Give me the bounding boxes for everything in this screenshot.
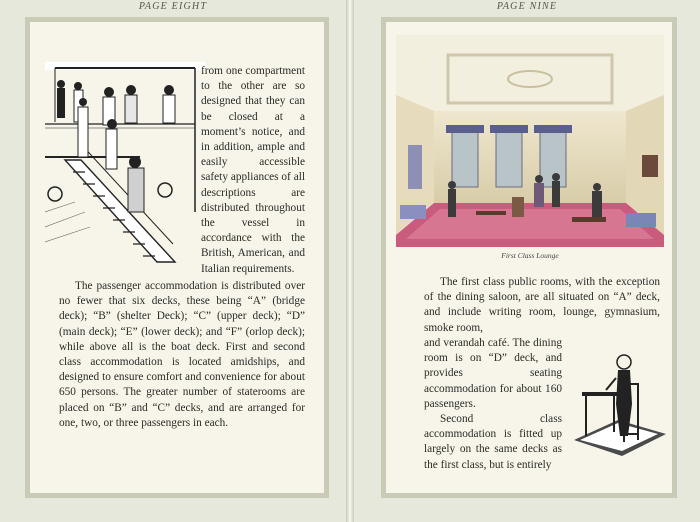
para2-text: Second class accommodation is fitted up largely on the same decks as the first class, but is entirely <box>424 413 562 471</box>
para1-continued: and verandah café. The dining room is on “D” deck, and provides seating accommodation for about 160 passengers. <box>424 337 562 410</box>
page-frame <box>381 17 677 498</box>
page-header: PAGE NINE <box>496 1 558 12</box>
gangway-illustration <box>45 62 205 274</box>
writing-desk-illustration <box>566 344 666 460</box>
body-text <box>59 279 305 431</box>
lounge-illustration <box>396 35 664 247</box>
para1-text: The first class public rooms, with the exception of the dining saloon, are all situated on “A” deck, and include writing room, lounge, gymnasium, smoke room, <box>424 276 660 334</box>
page-eight <box>0 0 346 522</box>
illustration-caption: First Class Lounge <box>501 251 559 260</box>
para-column <box>424 336 562 473</box>
page-frame <box>25 17 329 498</box>
page-header: PAGE EIGHT <box>138 1 208 12</box>
body-paragraph: The passenger accommodation is distributed over no fewer that six decks, these being “A” (bridge deck); “B” (shelter Deck); “C” (upper deck); “D” (main deck); “E” (lower deck); and “F” (orlop deck); while above all is the boat deck. First and second class accommodation is located amidships, and designed to ensure comfort and convenience for about 650 persons. The greater number of staterooms are placed on “B” and “C” decks, and are arranged for one, two, or three passengers in each. <box>59 280 305 429</box>
book-gutter <box>346 0 354 522</box>
page-nine <box>354 0 700 522</box>
para1-full <box>424 275 660 336</box>
column-text: from one compartment to the other are so designed that they can be closed at a moment’s notice, and in addition, ample and easily accessible safety appliances of all descriptions are distributed throughout the vessel in accordance with the British, American, and Italian requirements. <box>201 65 305 275</box>
